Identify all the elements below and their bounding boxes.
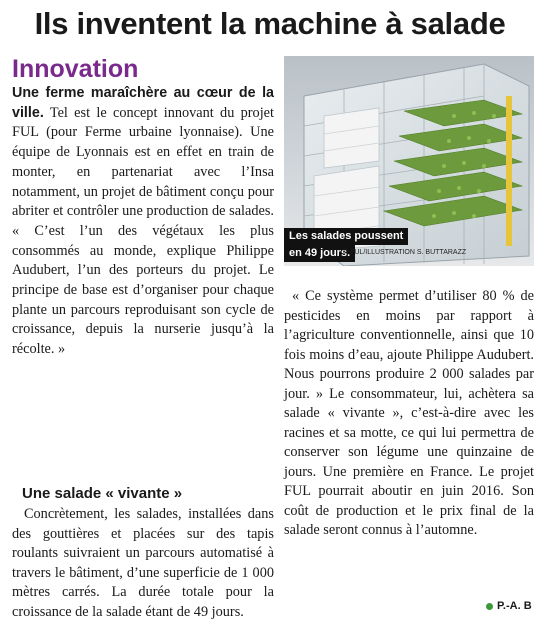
section2-paragraph (12, 505, 274, 622)
lead-bold-text: Une ferme maraîchère au cœur de la ville. (12, 85, 274, 121)
headline: Ils inventent la machine à salade (34, 6, 506, 41)
right-column-text: « Ce système permet d’utiliser 80 % de pesticides en moins par rapport à l’agriculture conventionnelle, ainsi que 10 fois moins d’eau, ajoute Philippe Audubert. Nous pourrons produire 2 000 salades par jour. » Le consommateur, lui, achètera sa salade « vivante », c’est-à-dire avec les racines et sa motte, ce qui lui permettra de conserver son légume une quinzaine de jours. Une première en France. Le projet FUL pourrait aboutir en juin 2016. Son coût de production et le prix final de la salade seront connus à l’automne. (284, 288, 534, 538)
section-kicker: Innovation (12, 55, 139, 83)
subheading: Une salade « vivante » (22, 485, 183, 502)
lead-body-text: Tel est le concept innovant du projet FUL (pour Ferme urbaine lyonnaise). Une équipe de Lyonnais est en effet en train de monter, en partenariat avec l’Insa notamment, un projet de bâtiment conçu pour abriter et contrôler une production de salades. « C’est l’un des végétaux les plus consommés au monde, explique Philippe Audubert, l’un des porteurs du projet. Le principe de base est d’organiser pour chaque plante un parcours reproduisant son cycle de croissance, depuis la nurserie jusqu’à la récolte. » (12, 104, 274, 358)
image-caption-line1: Les salades poussent (284, 228, 408, 245)
image-credit: © FUL/ILLUSTRATION S. BUTTARAZZ (343, 249, 467, 256)
image-caption-line2: en 49 jours. (284, 245, 355, 262)
author-initials: P.-A. B (497, 600, 532, 612)
section2-text: Concrètement, les salades, installées dans des gouttières et placées sur des tapis roulants suivraient un parcours automatisé à travers le bâtiment, d’une superficie de 1 000 mètres carrés. La durée totale pour la croissance de la salade étant de 49 jours. (12, 506, 274, 620)
right-column-paragraph (284, 287, 534, 541)
lead-paragraph (12, 84, 274, 360)
bullet-dot-icon (486, 603, 493, 610)
author-signature (486, 599, 532, 613)
